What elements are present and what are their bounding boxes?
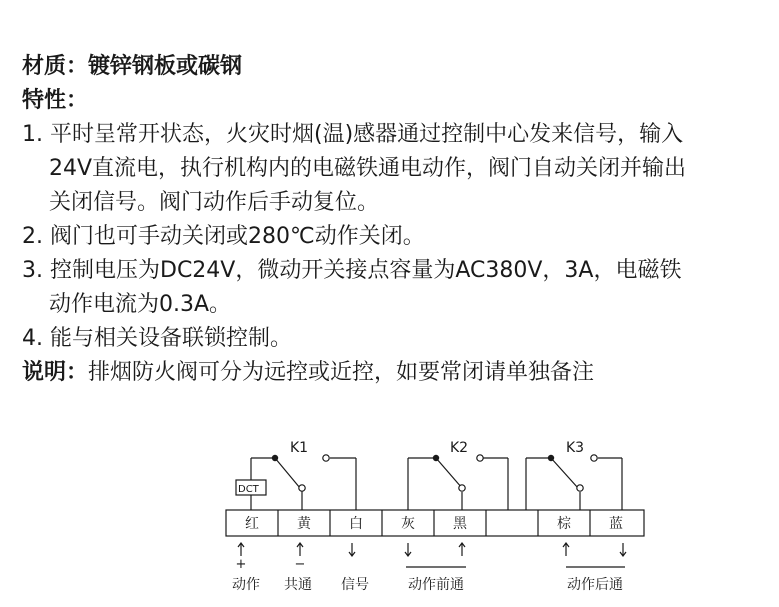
feature-number: 3. <box>22 258 43 283</box>
k2-switch-blade <box>436 458 462 488</box>
feature-number: 4. <box>22 326 43 351</box>
arrow-down-grey <box>405 543 411 556</box>
k3-contact-b <box>591 455 597 461</box>
terminal-blue: 蓝 <box>609 516 623 532</box>
k2-contact-a <box>459 485 465 491</box>
feature-text: 能与相关设备联锁控制。 <box>50 326 293 351</box>
terminal-brown: 棕 <box>557 516 571 532</box>
feature-text: 平时呈常开状态，火灾时烟(温)感器通过控制中心发来信号，输入 <box>50 122 684 147</box>
caption-signal: 信号 <box>341 577 369 593</box>
feature-text: 关闭信号。阀门动作后手动复位。 <box>49 190 380 215</box>
arrow-up-yellow <box>297 543 303 556</box>
caption-before: 动作前通 <box>408 577 464 593</box>
k1-pivot <box>272 455 278 461</box>
k2-label: K2 <box>450 440 469 456</box>
k1-contact-a <box>299 485 305 491</box>
material-value: 镀锌钢板或碳钢 <box>88 54 243 79</box>
caption-after: 动作后通 <box>567 577 623 593</box>
caption-common: 共通 <box>284 577 312 593</box>
note-label: 说明： <box>22 360 89 385</box>
feature-number: 2. <box>22 224 43 249</box>
terminal-red: 红 <box>245 516 259 532</box>
k2-contact-b <box>477 455 483 461</box>
minus-sign: − <box>294 557 306 572</box>
k1-label: K1 <box>290 440 309 456</box>
k1-switch-blade <box>275 458 300 488</box>
terminal-white: 白 <box>349 516 363 532</box>
arrow-down-blue <box>620 543 626 556</box>
material-label: 材质： <box>22 54 89 79</box>
feature-text: 控制电压为DC24V，微动开关接点容量为AC380V，3A，电磁铁 <box>50 258 682 283</box>
k3-contact-a <box>577 485 583 491</box>
k1-contact-b <box>323 455 329 461</box>
terminal-strip <box>226 510 644 536</box>
caption-action: 动作 <box>232 577 260 593</box>
feature-text: 动作电流为0.3A。 <box>49 292 232 317</box>
plus-sign: + <box>235 557 247 572</box>
arrow-down-white <box>349 543 355 556</box>
k3-pivot <box>548 455 554 461</box>
dct-label: DCT <box>238 484 259 495</box>
feature-number: 1. <box>22 122 43 147</box>
arrow-up-red <box>238 543 244 556</box>
terminal-grey: 灰 <box>401 516 415 532</box>
k3-switch-blade <box>551 458 578 488</box>
arrow-up-brown <box>563 543 569 556</box>
feature-text: 阀门也可手动关闭或280℃动作关闭。 <box>50 224 425 249</box>
k2-pivot <box>433 455 439 461</box>
feature-text: 24V直流电，执行机构内的电磁铁通电动作，阀门自动关闭并输出 <box>49 156 687 181</box>
k3-label: K3 <box>566 440 585 456</box>
note-value: 排烟防火阀可分为远控或近控，如要常闭请单独备注 <box>88 360 595 385</box>
terminal-black: 黑 <box>453 516 467 532</box>
arrow-up-black <box>459 543 465 556</box>
features-title: 特性： <box>22 88 89 113</box>
terminal-yellow: 黄 <box>297 516 311 532</box>
